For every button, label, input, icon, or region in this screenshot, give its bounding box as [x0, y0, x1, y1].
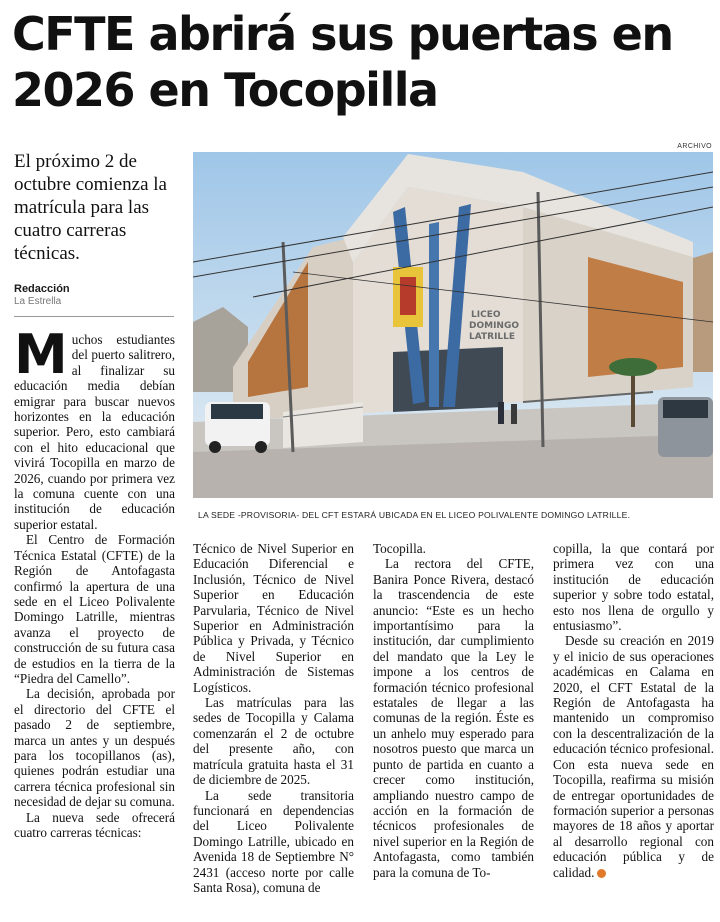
closing-paragraph-text: Desde su creación en 2019 y el inicio de sus operaciones académicas en Calama en 2020, el CFT Estatal de la Región de Antofagasta ha mantenido un compromiso con la descentralización de la educación técnico profesional. Con esta nueva sede en Tocopilla, reafirma su misión de entregar oportunidades de formación superior a personas mayores de 18 años y aportar al desarrollo regional con educación pública y de calidad.: [553, 633, 714, 880]
byline: [14, 283, 180, 307]
building-sign-line-1: LICEO: [471, 310, 501, 320]
byline-source: La Estrella: [14, 296, 62, 307]
body-column-2: [193, 541, 354, 895]
paragraph: Técnico de Nivel Superior en Educación Diferencial e Inclusión, Técnico de Nivel Superior en Educación Parvularia, Técnico de Nivel Superior en Administración Pública y Privada, y Técnico de Nivel Superior en Administración de Sistemas Logísticos.: [193, 541, 354, 695]
byline-author: Redacción: [14, 283, 70, 295]
photo-credit: ARCHIVO: [677, 143, 712, 150]
body-column-1: [14, 323, 175, 840]
building-sign-line-2: DOMINGO: [469, 321, 519, 331]
headline-line-1: CFTE abrirá sus puertas en: [12, 7, 673, 61]
lead-paragraph-text: uchos estudiantes del puerto salitrero, al finalizar su educación media debían emigrar para buscar nuevos horizontes en la educación superior. Pero, esto cambiará con el hito educacional que vivirá Tocopilla en marzo de 2026, cuando por primera vez la comuna cuente con una institución de educación superior estatal.: [14, 332, 175, 532]
paragraph: [553, 633, 714, 880]
headline: [12, 6, 712, 118]
article-photo: [193, 152, 713, 498]
paragraph: La decisión, aprobada por el directorio del CFTE el pasado 2 de septiembre, marca un antes y un después para los tocopillanos (as), quienes podrán estudiar una carrera técnica profesional sin necesidad de dejar su comuna.: [14, 686, 175, 810]
body-column-4: [553, 541, 714, 880]
building-sign-line-3: LATRILLE: [469, 332, 516, 342]
paragraph: La nueva sede ofrecerá cuatro carreras técnicas:: [14, 809, 175, 840]
paragraph: La sede transitoria funcionará en dependencias del Liceo Polivalente Domingo Latrille, ubicado en Avenida 18 de Septiembre N° 2431 (acceso norte por calle Santa Rosa), comuna de: [193, 787, 354, 895]
byline-divider: [14, 316, 174, 317]
paragraph: El Centro de Formación Técnica Estatal (CFTE) de la Región de Antofagasta confirmó la apertura de una sede en el Liceo Polivalente Domingo Latrille, mientras avanza el proyecto de construcción de su futura casa de estudios en la tierra de la “Piedra del Camello”.: [14, 532, 175, 686]
paragraph: La rectora del CFTE, Banira Ponce Rivera, destacó la trascendencia de este anuncio: “Este es un hecho importantísimo para la institución, dar cumplimiento del mandato que la Ley le impone a los centros de formación técnico profesional estatales de llegar a las comunas de la región. Éste es un anhelo muy esperado para nosotros puesto que marca un punto de partida en cuanto a crecer como institución, ampliando nuestro campo de acción en la formación de técnicos profesionales de nivel superior en la Región de Antofagasta, como también para la comuna de To-: [373, 556, 534, 880]
paragraph: Las matrículas para las sedes de Tocopilla y Calama comenzarán el 2 de octubre del presente año, con matrícula gratuita hasta el 31 de diciembre de 2025.: [193, 695, 354, 788]
paragraph: Tocopilla.: [373, 541, 426, 556]
headline-line-2: 2026 en Tocopilla: [12, 63, 438, 117]
paragraph: copilla, la que contará por primera vez con una institución de educación superior y sobre todo estatal, esto nos llena de orgullo y entusiasmo”.: [553, 541, 714, 634]
photo-caption: LA SEDE -PROVISORIA- DEL CFT ESTARÁ UBICADA EN EL LICEO POLIVALENTE DOMINGO LATRILLE.: [198, 510, 631, 520]
end-mark-icon: [597, 869, 606, 878]
lead-paragraph: [14, 323, 175, 532]
drop-cap: M: [14, 323, 68, 386]
body-column-3: [373, 541, 534, 880]
deck-subtitle: El próximo 2 de octubre comienza la matrícula para las cuatro carreras técnicas.: [14, 151, 167, 264]
building-illustration: [193, 152, 713, 498]
